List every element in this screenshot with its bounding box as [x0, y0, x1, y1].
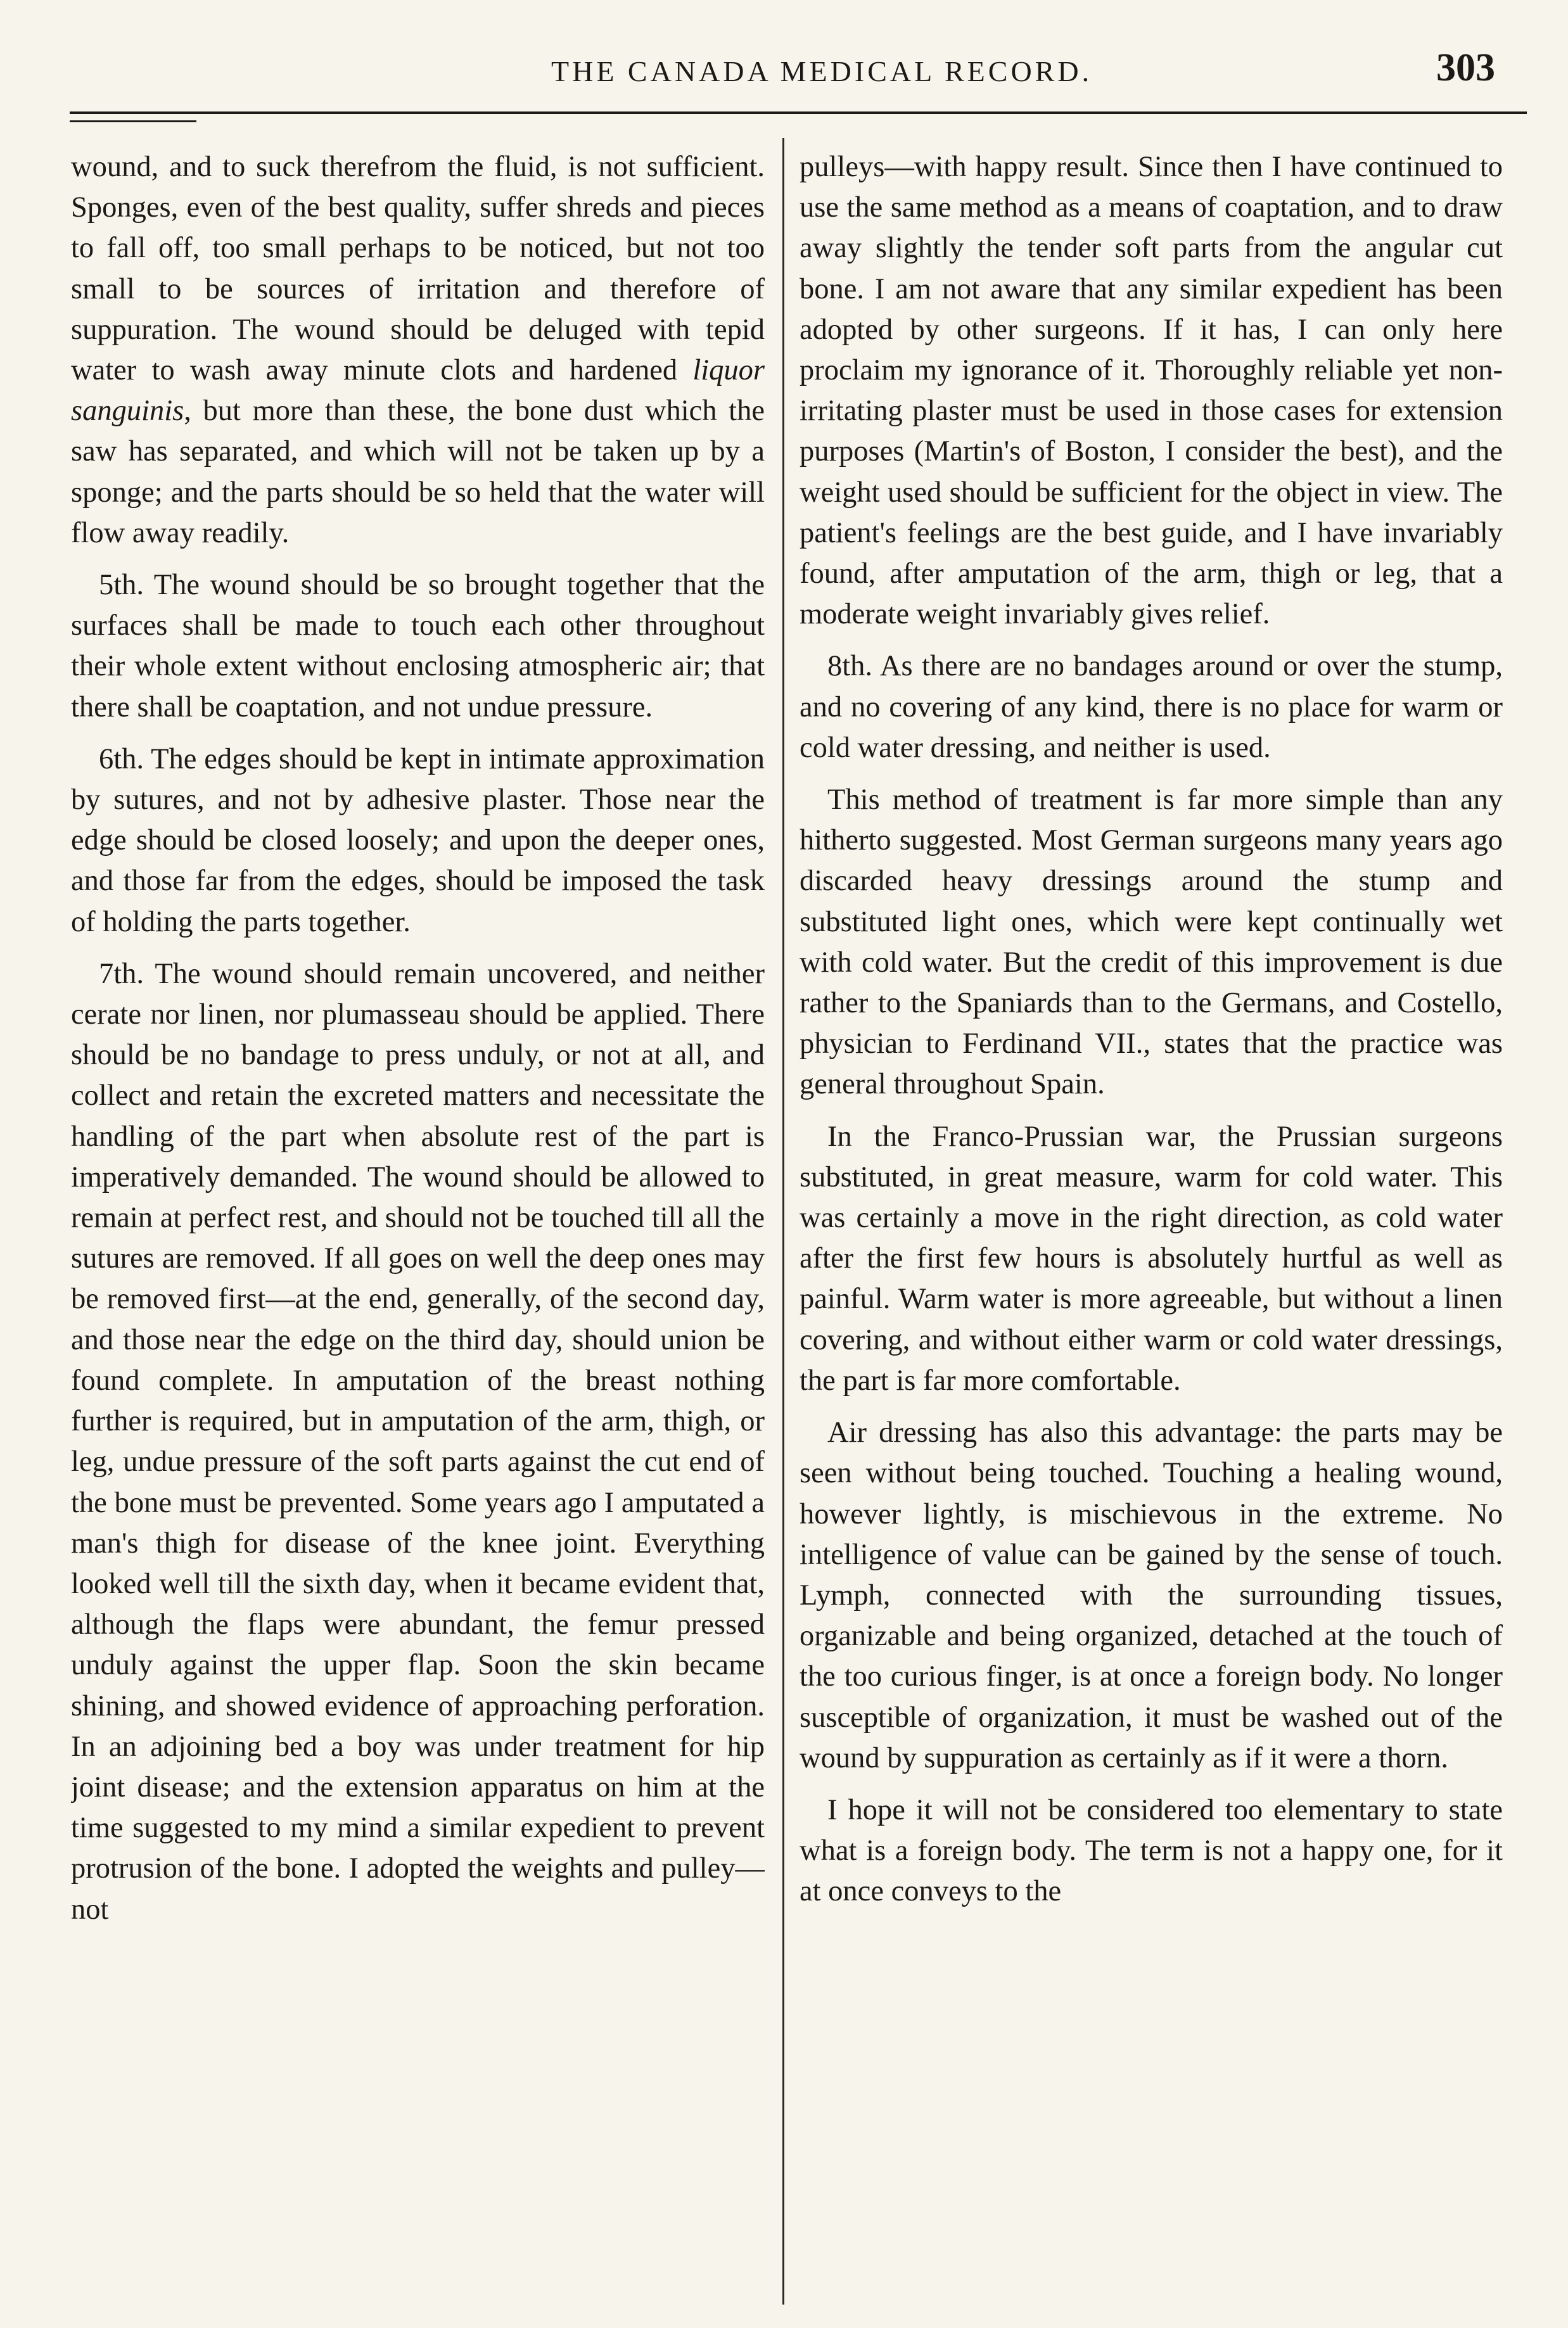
journal-title: THE CANADA MEDICAL RECORD.	[551, 55, 1093, 87]
column-divider	[782, 138, 784, 2305]
paragraph-6th: 6th. The edges should be kept in intimate approximation by sutures, and not by adhesive plaster. Those near the edge should be closed loosely; and upon the deeper ones, and those far from the edges, should be imposed the task of holding the parts together.	[71, 742, 765, 938]
paragraph-air-dressing: Air dressing has also this advantage: the parts may be seen without being touched. Touching a healing wound, however lightly, is mischievous in the extreme. No intelligence of value can be gained by the sense of touch. Lymph, connected with the surrounding tissues, organizable and being organized, detached at the touch of the too curious finger, is at once a foreign body. No longer susceptible of organization, it must be washed out of the wound by suppuration as certainly as if it were a thorn.	[800, 1416, 1503, 1774]
running-head	[70, 46, 1520, 106]
paragraph-franco-prussian: In the Franco-Prussian war, the Prussian surgeons substituted, in great measure, warm for cold water. This was certainly a move in the right direction, as cold water after the first few hours is absolutely hurtful as well as painful. Warm water is more agreeable, but without a linen covering, and without either warm or cold water dressings, the part is far more comfortable.	[800, 1120, 1503, 1397]
paragraph-7th: 7th. The wound should remain uncovered, and neither cerate nor linen, nor plumasseau should be applied. There should be no bandage to press unduly, or not at all, and collect and retain the excreted matters and necessitate the handling of the part when absolute rest of the part is imperatively demanded. The wound should be allowed to remain at perfect rest, and should not be touched till all the sutures are removed. If all goes on well the deep ones may be removed first—at the end, generally, of the second day, and those near the edge on the third day, should union be found complete. In amputation of the breast nothing further is required, but in amputation of the arm, thigh, or leg, undue pressure of the soft parts against the cut end of the bone must be prevented. Some years ago I amputated a man's thigh for disease of the knee joint. Everything looked well till the sixth day, when it became evident that, although the flaps were abundant, the femur pressed unduly against the upper flap. Soon the skin became shining, and showed evidence of approaching perforation. In an adjoining bed a boy was under treatment for hip joint disease; and the extension apparatus on him at the time suggested to my mind a similar expedient to prevent protrusion of the bone. I adopted the weights and pulley—not	[71, 957, 765, 1926]
paragraph-pulleys: pulleys—with happy result. Since then I have continued to use the same method as a means of coaptation, and to draw away slightly the tender soft parts from the angular cut bone. I am not aware that any similar expedient has been adopted by other surgeons. If it has, I can only here proclaim my ignorance of it. Thoroughly reliable yet non-irritating plaster must be used in those cases for extension purposes (Martin's of Boston, I consider the best), and the weight used should be sufficient for the object in view. The patient's feelings are the best guide, and I have invariably found, after amputation of the arm, thigh or leg, that a moderate weight invariably gives relief.	[800, 151, 1503, 631]
header-rule-short	[70, 120, 196, 122]
right-column	[800, 147, 1503, 2307]
paragraph-foreign-body: I hope it will not be considered too elementary to state what is a foreign body. The term is not a happy one, for it at once conveys to the	[800, 1793, 1503, 1908]
paragraph-8th: 8th. As there are no bandages around or over the stump, and no covering of any kind, there is no place for warm or cold water dressing, and neither is used.	[800, 650, 1503, 764]
page-number: 303	[1436, 46, 1495, 89]
header-rule	[70, 111, 1527, 114]
latin-term: liquor sanguinis	[71, 354, 765, 428]
paragraph-continued: wound, and to suck therefrom the fluid, is not sufficient. Sponges, even of the best quality, suffer shreds and pieces to fall off, too small perhaps to be noticed, but not too small to be sources of irritation and therefore of suppuration. The wound should be deluged with tepid water to wash away minute clots and hardened liquor sanguinis, but more than these, the bone dust which the saw has separated, and which will not be taken up by a sponge; and the parts should be so held that the water will flow away readily.	[71, 151, 765, 549]
left-column	[71, 147, 765, 2307]
paragraph-method: This method of treatment is far more simple than any hitherto suggested. Most German surgeons many years ago discarded heavy dressings around the stump and substituted light ones, which were kept continually wet with cold water. But the credit of this improvement is due rather to the Spaniards than to the Germans, and Costello, physician to Ferdinand VII., states that the practice was general throughout Spain.	[800, 784, 1503, 1101]
paragraph-5th: 5th. The wound should be so brought together that the surfaces shall be made to touch each other throughout their whole extent without enclosing atmospheric air; that there shall be coaptation, and not undue pressure.	[71, 569, 765, 723]
